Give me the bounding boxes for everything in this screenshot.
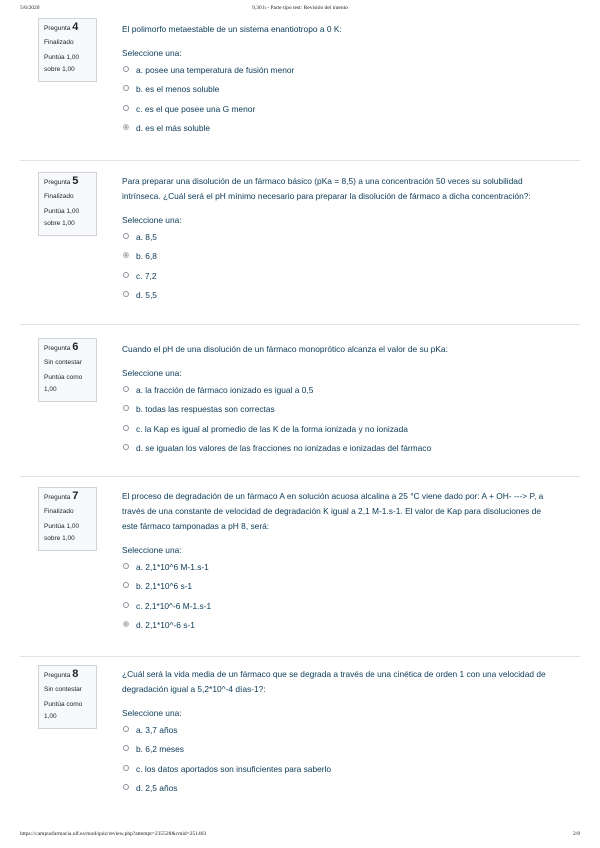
question-text: Para preparar una disolución de un fármaco básico (pKa = 8,5) a una concentración 50 veces su solubilidad intrínseca. ¿Cuál será el pH mínimo necesario para preparar la disolución de fármaco a dicha concentración?: [122, 176, 531, 201]
answer-option[interactable]: a. 8,5 [122, 231, 556, 250]
answer-option[interactable]: a. 2,1*10^6 M-1.s-1 [122, 561, 556, 580]
radio-button-selected[interactable] [123, 124, 129, 130]
answer-option[interactable]: b. 6,8 [122, 250, 556, 269]
question-number: Pregunta 4 [44, 21, 79, 33]
radio-button[interactable] [123, 602, 129, 608]
radio-button[interactable] [123, 563, 129, 569]
radio-button[interactable] [123, 272, 129, 278]
question-grade-max: sobre 1,00 [44, 66, 75, 73]
answer-option[interactable]: d. 2,1*10^-6 s-1 [122, 619, 556, 638]
answer-option[interactable]: b. es el menos soluble [122, 83, 556, 102]
radio-button[interactable] [123, 765, 129, 771]
answer-option[interactable]: c. los datos aportados son insuficientes para saberlo [122, 763, 556, 782]
question-grade: Puntúa como [44, 374, 83, 381]
answer-option[interactable]: b. todas las respuestas son correctas [122, 403, 556, 422]
question-number: Pregunta 7 [44, 490, 79, 502]
question-text: Cuando el pH de una disolución de un fármaco monoprótico alcanza el valor de su pKa: [122, 344, 448, 354]
answer-prompt: Seleccione una: [122, 708, 182, 718]
question-status: Sin contestar [44, 686, 82, 693]
answer-option[interactable]: b. 2,1*10^6 s-1 [122, 580, 556, 599]
radio-button[interactable] [123, 233, 129, 239]
radio-button[interactable] [123, 425, 129, 431]
radio-button[interactable] [123, 745, 129, 751]
answer-prompt: Seleccione una: [122, 48, 182, 58]
question-grade: Puntúa 1,00 [44, 523, 80, 530]
question-info [38, 487, 97, 551]
radio-button[interactable] [123, 105, 129, 111]
print-url: https://campusfarmacia.ulf.es/mod/quiz/review.php?attempt=235528&cmid=251403 [20, 831, 207, 837]
question-number: Pregunta 8 [44, 668, 79, 680]
question-divider [20, 656, 580, 657]
question-divider [20, 324, 580, 325]
question-text: ¿Cuál será la vida media de un fármaco que se degrada a través de una cinética de orden 1 con una velocidad de degradación igual a 5,2*10^-4 días-1?: [122, 669, 546, 694]
question-number: Pregunta 6 [44, 341, 79, 353]
radio-button[interactable] [123, 444, 129, 450]
answer-option[interactable]: a. posee una temperatura de fusión menor [122, 64, 556, 83]
question-text: El polimorfo metaestable de un sistema enantiotropo a 0 K: [122, 24, 342, 34]
radio-button[interactable] [123, 66, 129, 72]
answer-option[interactable]: c. 2,1*10^-6 M-1.s-1 [122, 600, 556, 619]
question-grade-max: 1,00 [44, 386, 57, 393]
answer-option[interactable]: a. la fracción de fármaco ionizado es igual a 0,5 [122, 384, 556, 403]
radio-button[interactable] [123, 726, 129, 732]
radio-button[interactable] [123, 582, 129, 588]
print-title: 9,30 h - Parte tipo test: Revisión del intento [252, 5, 348, 11]
question-grade: Puntúa como [44, 701, 83, 708]
question-info [38, 665, 97, 729]
question-status: Finalizado [44, 508, 74, 515]
answer-option[interactable]: c. la Kap es igual al promedio de las K de la forma ionizada y no ionizada [122, 423, 556, 442]
question-status: Finalizado [44, 39, 74, 46]
question-grade-max: sobre 1,00 [44, 535, 75, 542]
answer-option[interactable]: d. 2,5 años [122, 782, 556, 801]
question-number: Pregunta 5 [44, 175, 79, 187]
answer-option[interactable]: b. 6,2 meses [122, 743, 556, 762]
radio-button-selected[interactable] [123, 621, 129, 627]
page-number: 2/8 [572, 831, 580, 837]
answer-prompt: Seleccione una: [122, 215, 182, 225]
answer-option[interactable]: d. se igualan los valores de las fracciones no ionizadas e ionizadas del fármaco [122, 442, 556, 461]
question-grade-max: 1,00 [44, 713, 57, 720]
answer-option[interactable]: d. es el más soluble [122, 122, 556, 141]
radio-button[interactable] [123, 386, 129, 392]
answer-option[interactable]: c. 7,2 [122, 270, 556, 289]
question-divider [20, 160, 580, 161]
answer-prompt: Seleccione una: [122, 368, 182, 378]
answer-option[interactable]: a. 3,7 años [122, 724, 556, 743]
question-info [38, 172, 97, 236]
question-info [38, 18, 97, 82]
question-status: Sin contestar [44, 359, 82, 366]
question-text: El proceso de degradación de un fármaco A en solución acuosa alcalina a 25 °C viene dado por: A + OH- ---> P, a través de una constante de velocidad de degradación K igual a 2,1 M-1.s-1. El valor de Kap para disoluciones de este fármaco tamponadas a pH 8, será: [122, 491, 544, 531]
answer-prompt: Seleccione una: [122, 545, 182, 555]
question-status: Finalizado [44, 193, 74, 200]
radio-button[interactable] [123, 85, 129, 91]
question-grade-max: sobre 1,00 [44, 220, 75, 227]
radio-button[interactable] [123, 784, 129, 790]
radio-button[interactable] [123, 291, 129, 297]
radio-button[interactable] [123, 405, 129, 411]
radio-button-selected[interactable] [123, 252, 129, 258]
answer-option[interactable]: d. 5,5 [122, 289, 556, 308]
answer-option[interactable]: c. es el que posee una G menor [122, 103, 556, 122]
question-divider [20, 476, 580, 477]
question-grade: Puntúa 1,00 [44, 54, 80, 61]
print-date: 5/6/2020 [20, 5, 40, 11]
question-grade: Puntúa 1,00 [44, 208, 80, 215]
question-info [38, 338, 97, 402]
